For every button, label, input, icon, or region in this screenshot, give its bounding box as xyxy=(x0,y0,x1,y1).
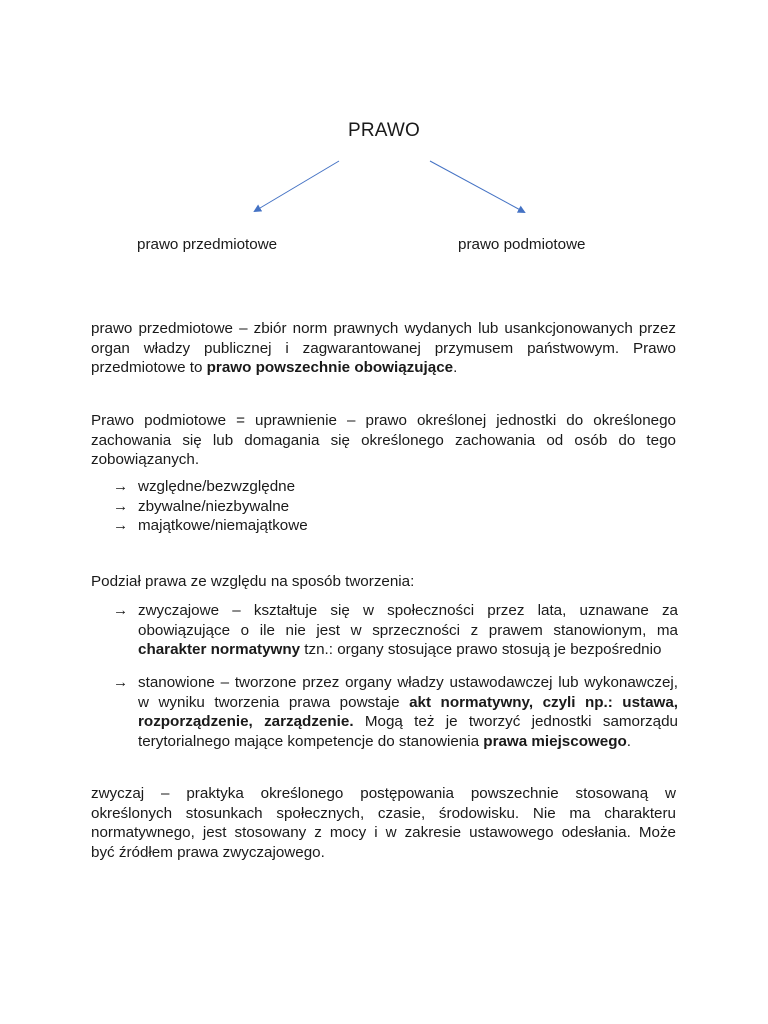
list-item: → zbywalne/niezbywalne xyxy=(113,497,290,515)
list-stanowione xyxy=(113,673,678,751)
bold-phrase: charakter normatywny xyxy=(138,641,301,659)
arrow-left xyxy=(255,161,339,211)
paragraph-zwyczaj xyxy=(91,784,676,862)
list-kinds-of-rights xyxy=(113,477,678,536)
paragraph-prawo-przedmiotowe xyxy=(91,319,676,378)
paragraph-prawo-podmiotowe xyxy=(91,411,676,470)
bold-phrase: prawo powszechnie obowiązujące xyxy=(206,359,454,377)
text-line: zwyczajowe – kształtuje się w społeczności przez lata, uznawane za xyxy=(138,602,678,619)
text-line: organ władzy publicznej i zagwarantowanej przymusem państwowym. Prawo xyxy=(91,339,676,357)
list-item xyxy=(113,601,678,660)
list-item: → względne/bezwzględne xyxy=(113,478,296,495)
text-line: obowiązujące o ile nie jest w sprzeczności z prawem stanowionym, ma xyxy=(138,621,678,639)
text-line: rozporządzenie, zarządzenie. Mogą też je tworzyć jednostki samorządu xyxy=(138,713,678,731)
text-line: w wyniku tworzenia prawa powstaje akt normatywny, czyli np.: ustawa, xyxy=(138,693,678,711)
text-line: przedmiotowe to prawo powszechnie obowiązujące. xyxy=(91,359,458,377)
arrow-bullet-icon: → xyxy=(113,478,129,495)
page-title: PRAWO xyxy=(347,120,421,141)
text-line: zachowania się lub domagania się określonego zachowania od osób do tego xyxy=(91,431,676,449)
text-line: stanowione – tworzone przez organy władzy ustawodawczej lub wykonawczej, xyxy=(138,674,678,691)
text-line: być źródłem prawa zwyczajowego. xyxy=(91,843,325,861)
bold-phrase: prawa miejscowego xyxy=(483,732,627,750)
list-item: → majątkowe/niemajątkowe xyxy=(113,517,308,535)
text-line: Prawo podmiotowe = uprawnienie – prawo określonej jednostki do określonego xyxy=(91,412,676,429)
arrow-bullet-icon: → xyxy=(113,602,129,619)
text-line: prawo przedmiotowe – zbiór norm prawnych wydanych lub usankcjonowanych przez xyxy=(91,320,676,337)
section-heading: Podział prawa ze względu na sposób tworzenia: xyxy=(91,573,415,590)
text-line: określonych stosunkach społecznych, czasie, środowisku. Nie ma charakteru xyxy=(91,804,676,822)
text-line: zobowiązanych. xyxy=(91,451,200,469)
bold-phrase: rozporządzenie, zarządzenie. xyxy=(138,713,354,731)
text-line: terytorialnego mające kompetencje do stanowienia prawa miejscowego. xyxy=(138,732,632,750)
arrow-right xyxy=(430,161,524,212)
label-prawo-podmiotowe: prawo podmiotowe xyxy=(458,236,586,253)
text-line: normatywnego, jest stosowany z mocy i w zakresie ustawowego odesłania. Może xyxy=(91,824,676,842)
arrow-bullet-icon: → xyxy=(113,517,129,535)
list-zwyczajowe xyxy=(113,601,678,660)
arrow-bullet-icon: → xyxy=(113,674,129,691)
branch-diagram xyxy=(0,0,768,260)
text-line: charakter normatywny tzn.: organy stosujące prawo stosują je bezpośrednio xyxy=(138,641,662,659)
list-item xyxy=(113,673,678,751)
text-line: zwyczaj – praktyka określonego postępowania powszechnie stosowaną w xyxy=(91,785,676,802)
arrow-bullet-icon: → xyxy=(113,497,129,515)
label-prawo-przedmiotowe: prawo przedmiotowe xyxy=(137,236,278,253)
bold-phrase: akt normatywny, czyli np.: ustawa, xyxy=(409,693,678,711)
